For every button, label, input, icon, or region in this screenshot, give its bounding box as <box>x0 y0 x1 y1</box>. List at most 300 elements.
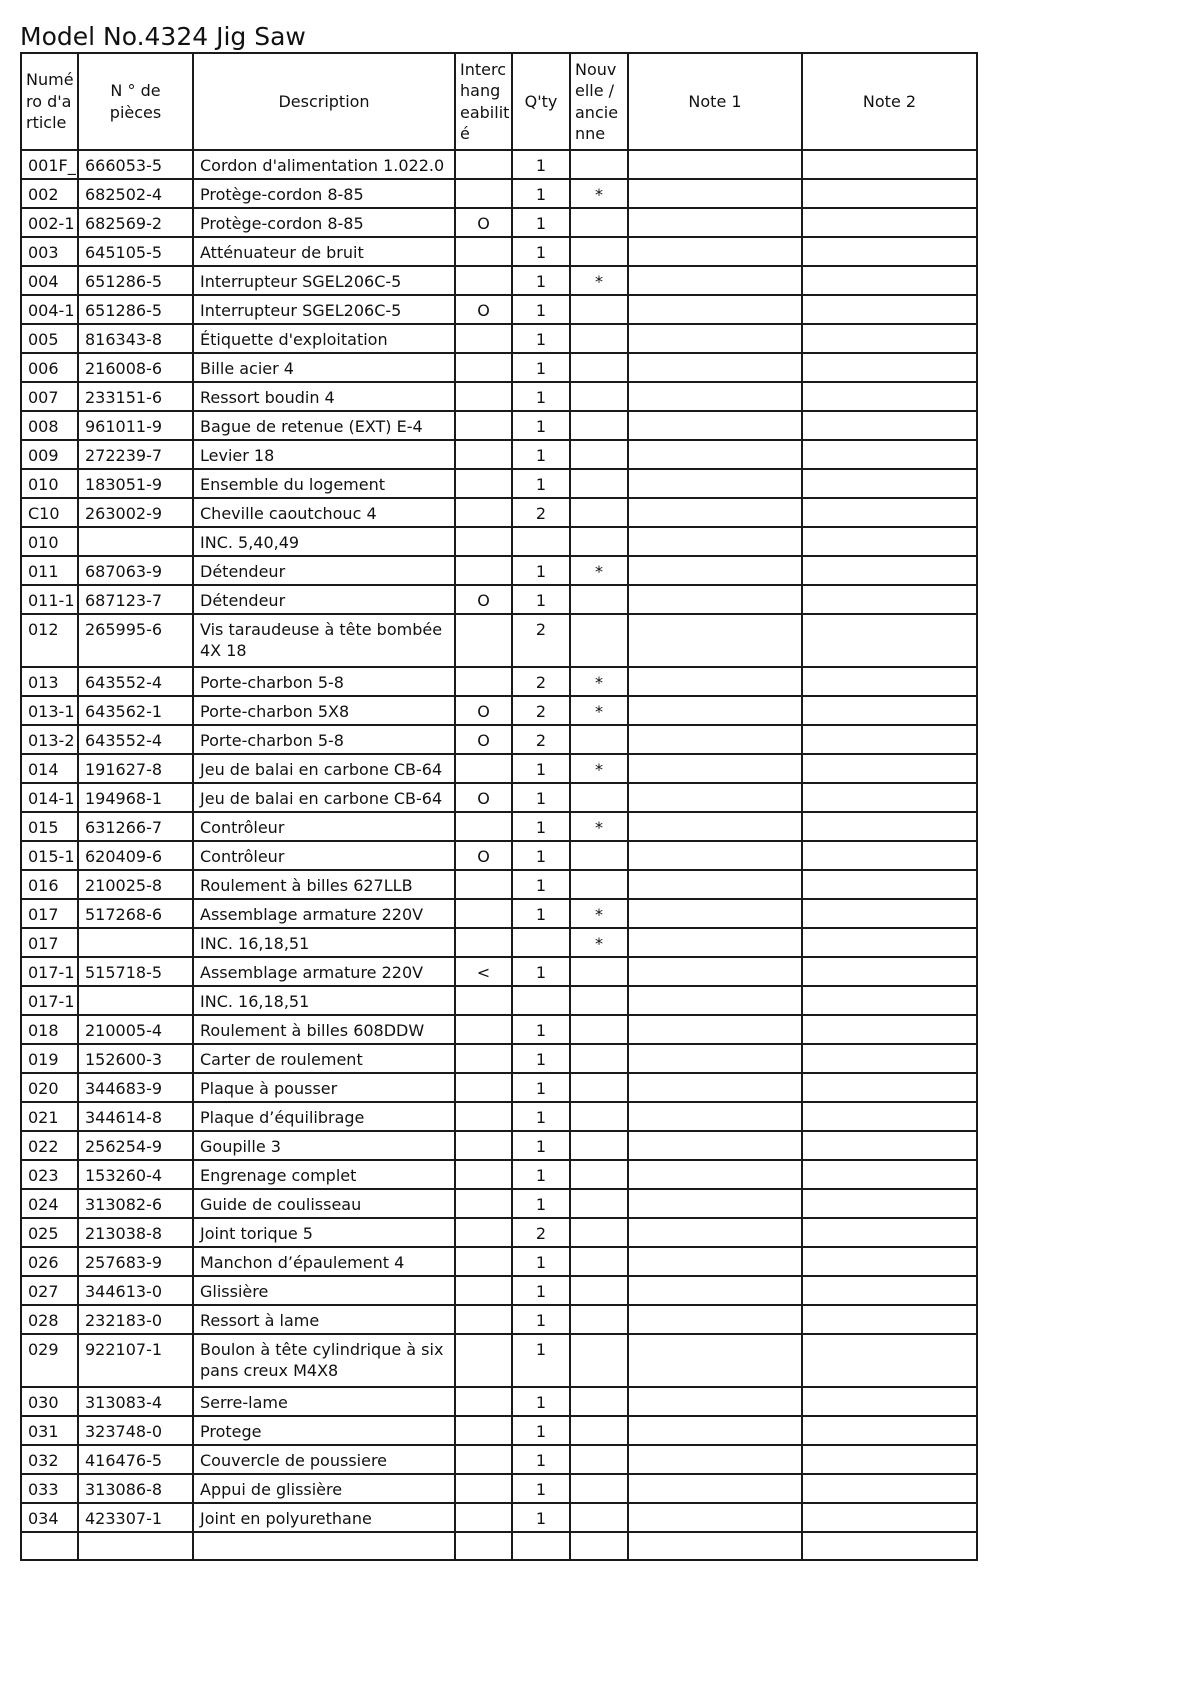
qty-cell: 1 <box>512 899 570 928</box>
note-1-cell <box>628 440 802 469</box>
qty-cell: 2 <box>512 667 570 696</box>
interchangeability-cell: O <box>455 841 512 870</box>
description-cell: Ressort à lame <box>193 1305 455 1334</box>
interchangeability-cell: < <box>455 957 512 986</box>
note-1-cell <box>628 928 802 957</box>
table-row <box>21 1102 977 1131</box>
part-no-cell: 682502-4 <box>78 179 193 208</box>
new-old-cell: * <box>570 556 628 585</box>
qty-cell: 1 <box>512 585 570 614</box>
description-cell: Protege <box>193 1416 455 1445</box>
note-1-cell <box>628 179 802 208</box>
note-1-cell <box>628 150 802 179</box>
interchangeability-cell <box>455 179 512 208</box>
part-no-cell: 263002-9 <box>78 498 193 527</box>
note-1-cell <box>628 1503 802 1532</box>
note-1-cell <box>628 1131 802 1160</box>
item-no-cell: 013-2 <box>21 725 78 754</box>
qty-cell: 1 <box>512 870 570 899</box>
note-2-cell <box>802 1247 977 1276</box>
item-no-cell: 029 <box>21 1334 78 1387</box>
qty-cell: 1 <box>512 1276 570 1305</box>
note-1-cell <box>628 1044 802 1073</box>
part-no-cell: 643552-4 <box>78 725 193 754</box>
interchangeability-cell <box>455 469 512 498</box>
note-2-cell <box>802 812 977 841</box>
interchangeability-cell <box>455 440 512 469</box>
part-no-cell: 416476-5 <box>78 1445 193 1474</box>
part-no-cell <box>78 986 193 1015</box>
note-2-cell <box>802 899 977 928</box>
qty-cell <box>512 928 570 957</box>
part-no-cell: 651286-5 <box>78 266 193 295</box>
new-old-cell: * <box>570 812 628 841</box>
part-no-cell: 153260-4 <box>78 1160 193 1189</box>
description-cell: Vis taraudeuse à tête bombée 4X 18 <box>193 614 455 667</box>
part-no-cell: 191627-8 <box>78 754 193 783</box>
note-2-cell <box>802 469 977 498</box>
table-row <box>21 1247 977 1276</box>
note-2-cell <box>802 498 977 527</box>
note-1-cell <box>628 986 802 1015</box>
note-2-cell <box>802 754 977 783</box>
part-no-cell: 666053-5 <box>78 150 193 179</box>
description-cell: Goupille 3 <box>193 1131 455 1160</box>
interchangeability-cell <box>455 928 512 957</box>
new-old-cell <box>570 1532 628 1560</box>
item-no-cell: 020 <box>21 1073 78 1102</box>
new-old-cell <box>570 614 628 667</box>
note-2-cell <box>802 1189 977 1218</box>
item-no-cell: C10 <box>21 498 78 527</box>
qty-cell: 1 <box>512 1387 570 1416</box>
qty-cell: 1 <box>512 1044 570 1073</box>
item-no-cell: 025 <box>21 1218 78 1247</box>
note-2-cell <box>802 1131 977 1160</box>
parts-table-body <box>21 150 977 1560</box>
new-old-cell <box>570 1102 628 1131</box>
interchangeability-cell: O <box>455 783 512 812</box>
note-1-cell <box>628 469 802 498</box>
qty-cell: 1 <box>512 754 570 783</box>
qty-cell: 1 <box>512 1334 570 1387</box>
table-row <box>21 841 977 870</box>
new-old-cell <box>570 208 628 237</box>
note-2-cell <box>802 1532 977 1560</box>
table-row <box>21 150 977 179</box>
table-row <box>21 585 977 614</box>
note-1-cell <box>628 498 802 527</box>
interchangeability-cell <box>455 324 512 353</box>
part-no-cell: 313082-6 <box>78 1189 193 1218</box>
note-1-cell <box>628 585 802 614</box>
header-interchangeability: Interc hang eabilit é <box>455 53 512 150</box>
table-row <box>21 1474 977 1503</box>
qty-cell: 1 <box>512 1503 570 1532</box>
new-old-cell <box>570 1305 628 1334</box>
table-row <box>21 1532 977 1560</box>
description-cell: Couvercle de poussiere <box>193 1445 455 1474</box>
table-row <box>21 1073 977 1102</box>
item-no-cell: 017 <box>21 899 78 928</box>
note-2-cell <box>802 150 977 179</box>
part-no-cell <box>78 527 193 556</box>
note-1-cell <box>628 754 802 783</box>
part-no-cell: 643552-4 <box>78 667 193 696</box>
part-no-cell: 313086-8 <box>78 1474 193 1503</box>
table-row <box>21 696 977 725</box>
note-1-cell <box>628 1102 802 1131</box>
description-cell: Jeu de balai en carbone CB-64 <box>193 754 455 783</box>
note-1-cell <box>628 266 802 295</box>
description-cell: Interrupteur SGEL206C-5 <box>193 295 455 324</box>
interchangeability-cell <box>455 1276 512 1305</box>
description-cell: Porte-charbon 5X8 <box>193 696 455 725</box>
table-row <box>21 870 977 899</box>
qty-cell: 1 <box>512 440 570 469</box>
interchangeability-cell <box>455 754 512 783</box>
note-1-cell <box>628 696 802 725</box>
page-title: Model No.4324 Jig Saw <box>20 22 306 51</box>
note-2-cell <box>802 556 977 585</box>
item-no-cell: 004 <box>21 266 78 295</box>
description-cell: Étiquette d'exploitation <box>193 324 455 353</box>
table-row <box>21 411 977 440</box>
part-no-cell: 816343-8 <box>78 324 193 353</box>
note-1-cell <box>628 1189 802 1218</box>
item-no-cell: 014 <box>21 754 78 783</box>
table-row <box>21 527 977 556</box>
item-no-cell: 009 <box>21 440 78 469</box>
interchangeability-cell <box>455 1044 512 1073</box>
qty-cell: 1 <box>512 1073 570 1102</box>
table-row <box>21 1160 977 1189</box>
qty-cell: 1 <box>512 1305 570 1334</box>
note-2-cell <box>802 928 977 957</box>
new-old-cell <box>570 1218 628 1247</box>
qty-cell: 1 <box>512 237 570 266</box>
interchangeability-cell <box>455 1305 512 1334</box>
new-old-cell <box>570 783 628 812</box>
qty-cell: 2 <box>512 696 570 725</box>
qty-cell: 1 <box>512 266 570 295</box>
qty-cell: 1 <box>512 841 570 870</box>
note-2-cell <box>802 841 977 870</box>
item-no-cell: 006 <box>21 353 78 382</box>
interchangeability-cell <box>455 1334 512 1387</box>
qty-cell: 1 <box>512 411 570 440</box>
description-cell: Jeu de balai en carbone CB-64 <box>193 783 455 812</box>
note-2-cell <box>802 696 977 725</box>
part-no-cell: 272239-7 <box>78 440 193 469</box>
qty-cell: 1 <box>512 1160 570 1189</box>
new-old-cell: * <box>570 696 628 725</box>
table-row <box>21 783 977 812</box>
new-old-cell <box>570 295 628 324</box>
header-note-2: Note 2 <box>802 53 977 150</box>
part-no-cell: 423307-1 <box>78 1503 193 1532</box>
part-no-cell: 152600-3 <box>78 1044 193 1073</box>
interchangeability-cell <box>455 411 512 440</box>
note-2-cell <box>802 870 977 899</box>
note-2-cell <box>802 1102 977 1131</box>
description-cell: Assemblage armature 220V <box>193 957 455 986</box>
interchangeability-cell <box>455 1160 512 1189</box>
table-row <box>21 1131 977 1160</box>
note-1-cell <box>628 1474 802 1503</box>
description-cell: Glissière <box>193 1276 455 1305</box>
item-no-cell: 003 <box>21 237 78 266</box>
item-no-cell: 005 <box>21 324 78 353</box>
part-no-cell: 643562-1 <box>78 696 193 725</box>
new-old-cell <box>570 1387 628 1416</box>
part-no-cell: 651286-5 <box>78 295 193 324</box>
note-1-cell <box>628 1334 802 1387</box>
note-2-cell <box>802 667 977 696</box>
interchangeability-cell <box>455 1532 512 1560</box>
part-no-cell: 233151-6 <box>78 382 193 411</box>
table-row <box>21 498 977 527</box>
interchangeability-cell <box>455 498 512 527</box>
interchangeability-cell: O <box>455 725 512 754</box>
table-row <box>21 1334 977 1387</box>
qty-cell: 2 <box>512 614 570 667</box>
new-old-cell <box>570 725 628 754</box>
item-no-cell: 004-1 <box>21 295 78 324</box>
new-old-cell <box>570 1044 628 1073</box>
qty-cell: 2 <box>512 498 570 527</box>
qty-cell: 1 <box>512 1102 570 1131</box>
note-1-cell <box>628 1445 802 1474</box>
interchangeability-cell <box>455 1015 512 1044</box>
note-1-cell <box>628 1276 802 1305</box>
new-old-cell <box>570 1334 628 1387</box>
qty-cell <box>512 527 570 556</box>
table-row <box>21 237 977 266</box>
description-cell: Atténuateur de bruit <box>193 237 455 266</box>
part-no-cell: 687063-9 <box>78 556 193 585</box>
description-cell: INC. 16,18,51 <box>193 986 455 1015</box>
item-no-cell: 002 <box>21 179 78 208</box>
note-1-cell <box>628 725 802 754</box>
header-description: Description <box>193 53 455 150</box>
interchangeability-cell <box>455 353 512 382</box>
qty-cell <box>512 986 570 1015</box>
item-no-cell: 030 <box>21 1387 78 1416</box>
item-no-cell: 018 <box>21 1015 78 1044</box>
table-row <box>21 667 977 696</box>
note-2-cell <box>802 382 977 411</box>
note-2-cell <box>802 208 977 237</box>
table-row <box>21 812 977 841</box>
item-no-cell <box>21 1532 78 1560</box>
new-old-cell <box>570 411 628 440</box>
table-row <box>21 295 977 324</box>
qty-cell: 1 <box>512 208 570 237</box>
qty-cell: 1 <box>512 353 570 382</box>
interchangeability-cell <box>455 1102 512 1131</box>
table-row <box>21 179 977 208</box>
note-1-cell <box>628 237 802 266</box>
description-cell: Plaque d’équilibrage <box>193 1102 455 1131</box>
description-cell: Assemblage armature 220V <box>193 899 455 928</box>
part-no-cell: 265995-6 <box>78 614 193 667</box>
note-1-cell <box>628 527 802 556</box>
note-1-cell <box>628 382 802 411</box>
interchangeability-cell <box>455 1218 512 1247</box>
description-cell: Protège-cordon 8-85 <box>193 179 455 208</box>
note-2-cell <box>802 1474 977 1503</box>
table-row <box>21 725 977 754</box>
interchangeability-cell <box>455 667 512 696</box>
part-no-cell: 687123-7 <box>78 585 193 614</box>
item-no-cell: 022 <box>21 1131 78 1160</box>
note-2-cell <box>802 1218 977 1247</box>
table-header-row <box>21 53 977 150</box>
part-no-cell: 620409-6 <box>78 841 193 870</box>
part-no-cell: 645105-5 <box>78 237 193 266</box>
note-2-cell <box>802 1387 977 1416</box>
qty-cell: 1 <box>512 957 570 986</box>
table-row <box>21 754 977 783</box>
new-old-cell: * <box>570 899 628 928</box>
item-no-cell: 033 <box>21 1474 78 1503</box>
new-old-cell <box>570 382 628 411</box>
interchangeability-cell <box>455 899 512 928</box>
header-part-no: N ° de pièces <box>78 53 193 150</box>
item-no-cell: 015 <box>21 812 78 841</box>
part-no-cell: 682569-2 <box>78 208 193 237</box>
table-row <box>21 986 977 1015</box>
table-row <box>21 1015 977 1044</box>
new-old-cell <box>570 498 628 527</box>
item-no-cell: 001F_ <box>21 150 78 179</box>
description-cell: Boulon à tête cylindrique à six pans creux M4X8 <box>193 1334 455 1387</box>
qty-cell: 1 <box>512 382 570 411</box>
new-old-cell <box>570 957 628 986</box>
item-no-cell: 026 <box>21 1247 78 1276</box>
table-row <box>21 1189 977 1218</box>
note-1-cell <box>628 783 802 812</box>
new-old-cell <box>570 585 628 614</box>
note-2-cell <box>802 1044 977 1073</box>
qty-cell: 1 <box>512 1247 570 1276</box>
description-cell: Protège-cordon 8-85 <box>193 208 455 237</box>
part-no-cell: 515718-5 <box>78 957 193 986</box>
interchangeability-cell <box>455 150 512 179</box>
description-cell: Joint torique 5 <box>193 1218 455 1247</box>
item-no-cell: 034 <box>21 1503 78 1532</box>
description-cell: Porte-charbon 5-8 <box>193 725 455 754</box>
note-2-cell <box>802 353 977 382</box>
item-no-cell: 023 <box>21 1160 78 1189</box>
new-old-cell <box>570 1247 628 1276</box>
table-row <box>21 1416 977 1445</box>
description-cell: Roulement à billes 608DDW <box>193 1015 455 1044</box>
note-1-cell <box>628 208 802 237</box>
note-1-cell <box>628 870 802 899</box>
part-no-cell: 313083-4 <box>78 1387 193 1416</box>
note-2-cell <box>802 957 977 986</box>
note-1-cell <box>628 1015 802 1044</box>
note-2-cell <box>802 1503 977 1532</box>
table-row <box>21 899 977 928</box>
interchangeability-cell <box>455 1189 512 1218</box>
table-row <box>21 1044 977 1073</box>
note-2-cell <box>802 1445 977 1474</box>
interchangeability-cell <box>455 1073 512 1102</box>
part-no-cell: 183051-9 <box>78 469 193 498</box>
part-no-cell: 194968-1 <box>78 783 193 812</box>
part-no-cell: 344614-8 <box>78 1102 193 1131</box>
new-old-cell: * <box>570 754 628 783</box>
description-cell: INC. 5,40,49 <box>193 527 455 556</box>
qty-cell: 1 <box>512 812 570 841</box>
description-cell: Ensemble du logement <box>193 469 455 498</box>
description-cell: Détendeur <box>193 556 455 585</box>
interchangeability-cell <box>455 986 512 1015</box>
interchangeability-cell <box>455 1247 512 1276</box>
description-cell: Cordon d'alimentation 1.0​22.0 <box>193 150 455 179</box>
item-no-cell: 013-1 <box>21 696 78 725</box>
part-no-cell: 631266-7 <box>78 812 193 841</box>
part-no-cell: 210005-4 <box>78 1015 193 1044</box>
qty-cell: 1 <box>512 1189 570 1218</box>
interchangeability-cell <box>455 1445 512 1474</box>
note-1-cell <box>628 1416 802 1445</box>
description-cell: Cheville caoutchouc 4 <box>193 498 455 527</box>
note-1-cell <box>628 324 802 353</box>
note-1-cell <box>628 1387 802 1416</box>
table-row <box>21 440 977 469</box>
interchangeability-cell: O <box>455 295 512 324</box>
table-row <box>21 1276 977 1305</box>
new-old-cell <box>570 841 628 870</box>
qty-cell: 1 <box>512 295 570 324</box>
interchangeability-cell <box>455 1387 512 1416</box>
description-cell: Roulement à billes 627LLB <box>193 870 455 899</box>
new-old-cell: * <box>570 266 628 295</box>
note-2-cell <box>802 440 977 469</box>
description-cell: INC. 16,18,51 <box>193 928 455 957</box>
note-1-cell <box>628 1160 802 1189</box>
interchangeability-cell <box>455 382 512 411</box>
qty-cell: 1 <box>512 150 570 179</box>
new-old-cell <box>570 1073 628 1102</box>
note-2-cell <box>802 295 977 324</box>
description-cell: Contrôleur <box>193 841 455 870</box>
item-no-cell: 014-1 <box>21 783 78 812</box>
part-no-cell <box>78 1532 193 1560</box>
note-2-cell <box>802 1416 977 1445</box>
qty-cell: 1 <box>512 324 570 353</box>
note-2-cell <box>802 1073 977 1102</box>
item-no-cell: 010 <box>21 469 78 498</box>
interchangeability-cell <box>455 1503 512 1532</box>
note-1-cell <box>628 353 802 382</box>
note-1-cell <box>628 841 802 870</box>
qty-cell <box>512 1532 570 1560</box>
note-1-cell <box>628 295 802 324</box>
note-2-cell <box>802 986 977 1015</box>
new-old-cell <box>570 440 628 469</box>
note-1-cell <box>628 899 802 928</box>
note-1-cell <box>628 812 802 841</box>
item-no-cell: 011-1 <box>21 585 78 614</box>
table-row <box>21 1503 977 1532</box>
header-qty: Q'ty <box>512 53 570 150</box>
note-1-cell <box>628 1305 802 1334</box>
